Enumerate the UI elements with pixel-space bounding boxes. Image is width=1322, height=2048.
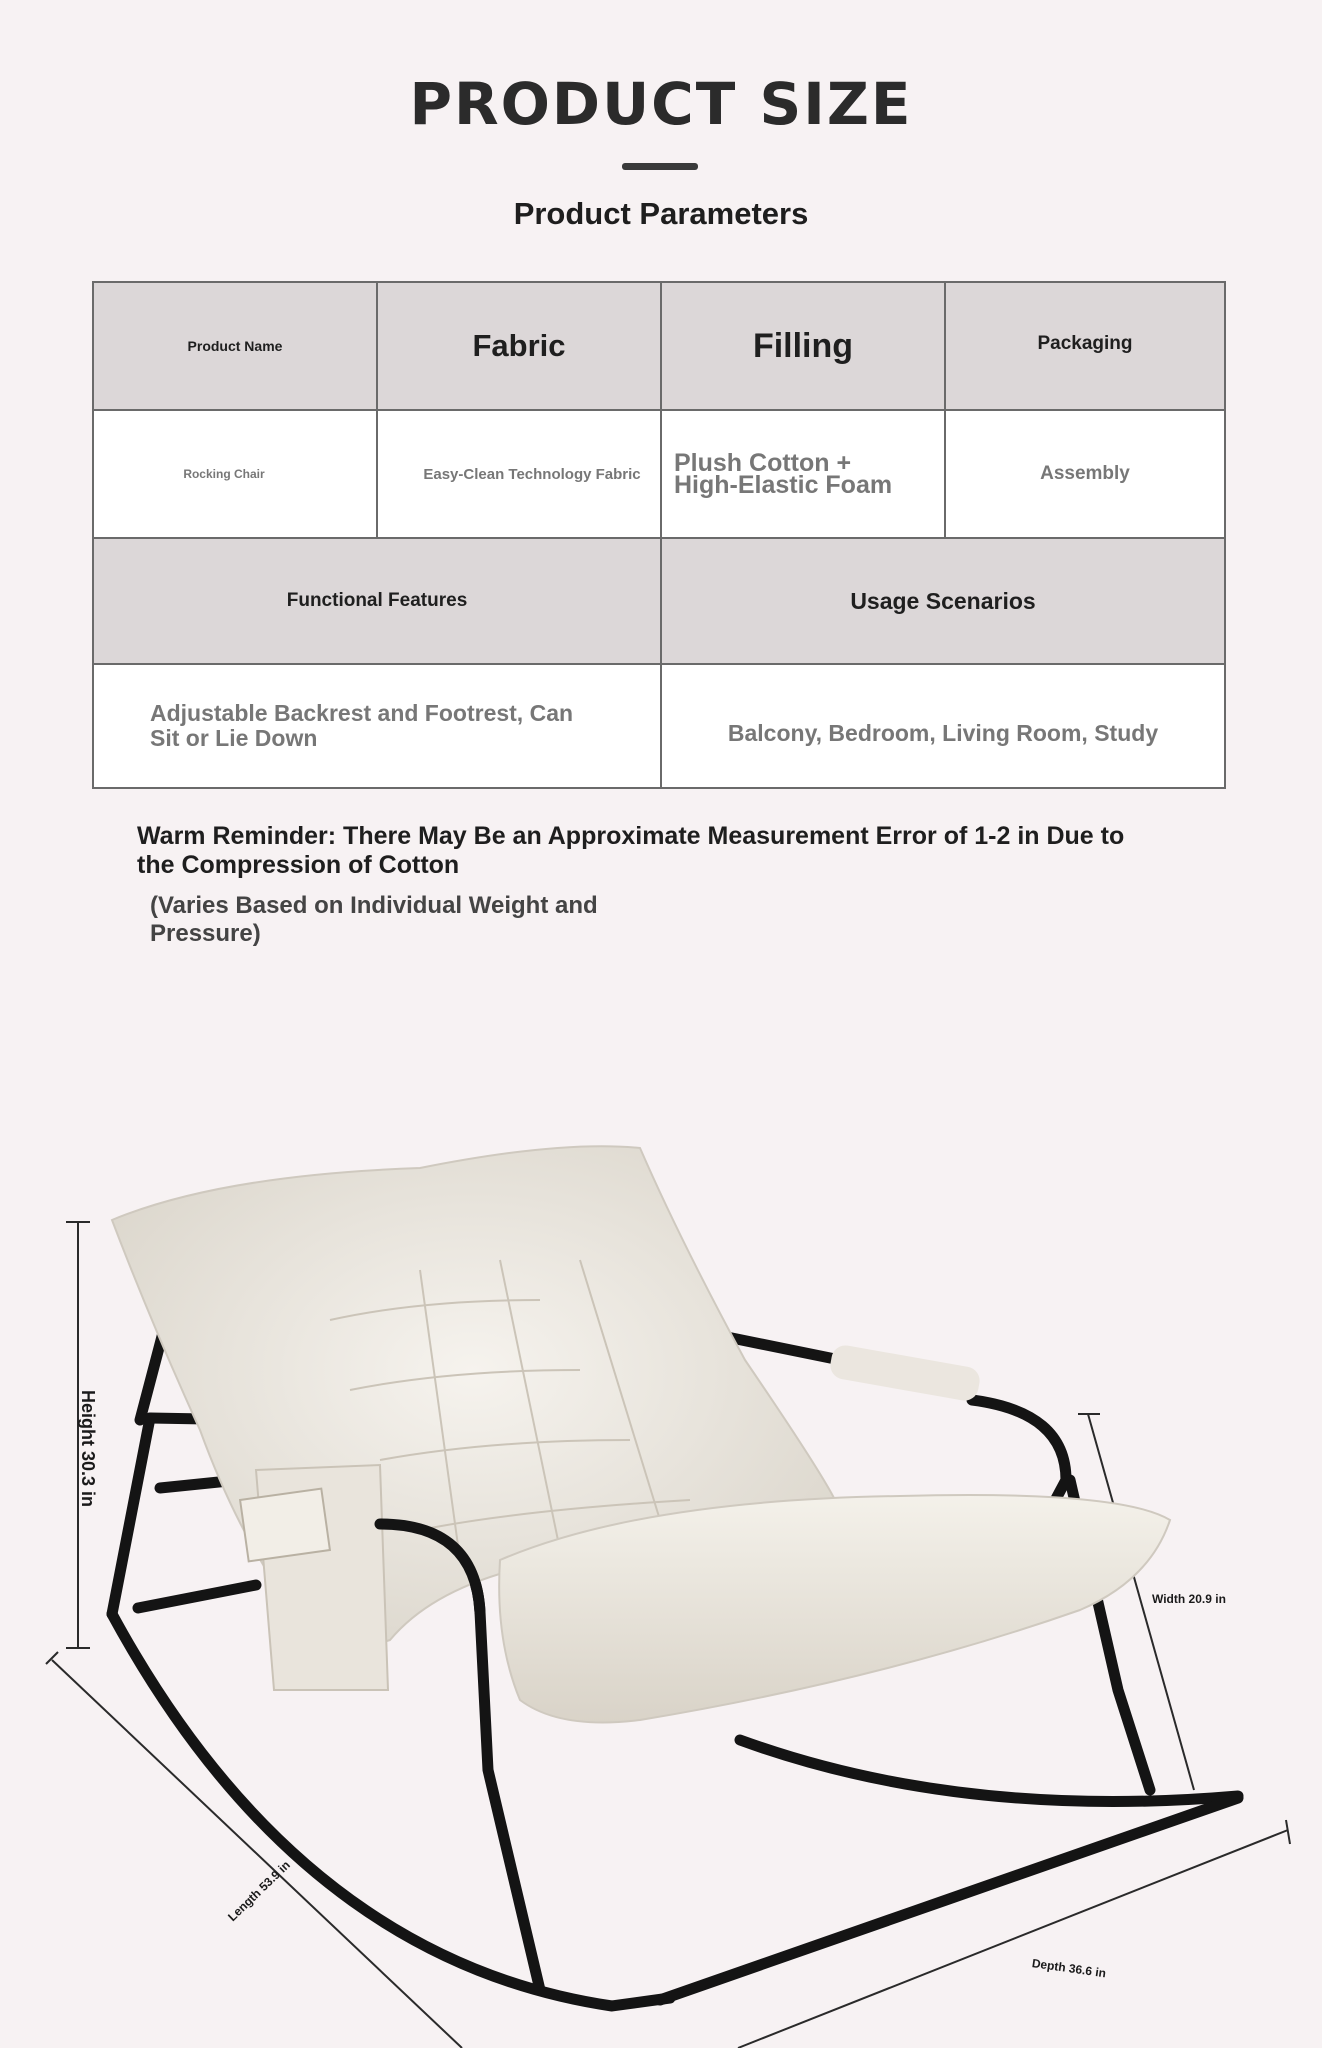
page-title: PRODUCT SIZE <box>409 70 913 138</box>
header-packaging: Packaging <box>946 283 1224 409</box>
header-fabric: Fabric <box>378 283 660 409</box>
value-product-name: Rocking Chair <box>94 411 354 537</box>
value-usage-scenarios: Balcony, Bedroom, Living Room, Study <box>662 665 1224 787</box>
warm-reminder: Warm Reminder: There May Be an Approximate Measurement Error of 1-2 in Due to the Compression of Cotton <box>137 822 1125 879</box>
depth-label: Depth 36.6 in <box>1031 1956 1107 1981</box>
value-fabric: Easy-Clean Technology Fabric <box>378 411 686 537</box>
width-label: Width 20.9 in <box>1152 1592 1226 1606</box>
parameters-table <box>92 281 1226 789</box>
length-label: Length 53.9 in <box>225 1857 293 1925</box>
rocking-chair-image <box>0 1060 1322 2048</box>
value-packaging: Assembly <box>946 411 1224 537</box>
header-usage-scenarios: Usage Scenarios <box>662 539 1224 663</box>
height-label: Height 30.3 in <box>78 1390 98 1508</box>
table-divider <box>94 409 1224 411</box>
header-functional-features: Functional Features <box>94 539 660 663</box>
header-product-name: Product Name <box>94 283 376 409</box>
table-divider <box>660 283 662 787</box>
header-filling: Filling <box>662 283 944 409</box>
title-divider <box>622 163 698 170</box>
reminder-note: (Varies Based on Individual Weight and Pressure) <box>150 892 598 947</box>
value-filling: Plush Cotton + High-Elastic Foam <box>664 411 904 537</box>
table-divider <box>94 537 1224 539</box>
value-functional-features: Adjustable Backrest and Footrest, Can Sit or Lie Down <box>94 665 660 787</box>
section-title: Product Parameters <box>513 196 809 231</box>
table-divider <box>94 663 1224 665</box>
